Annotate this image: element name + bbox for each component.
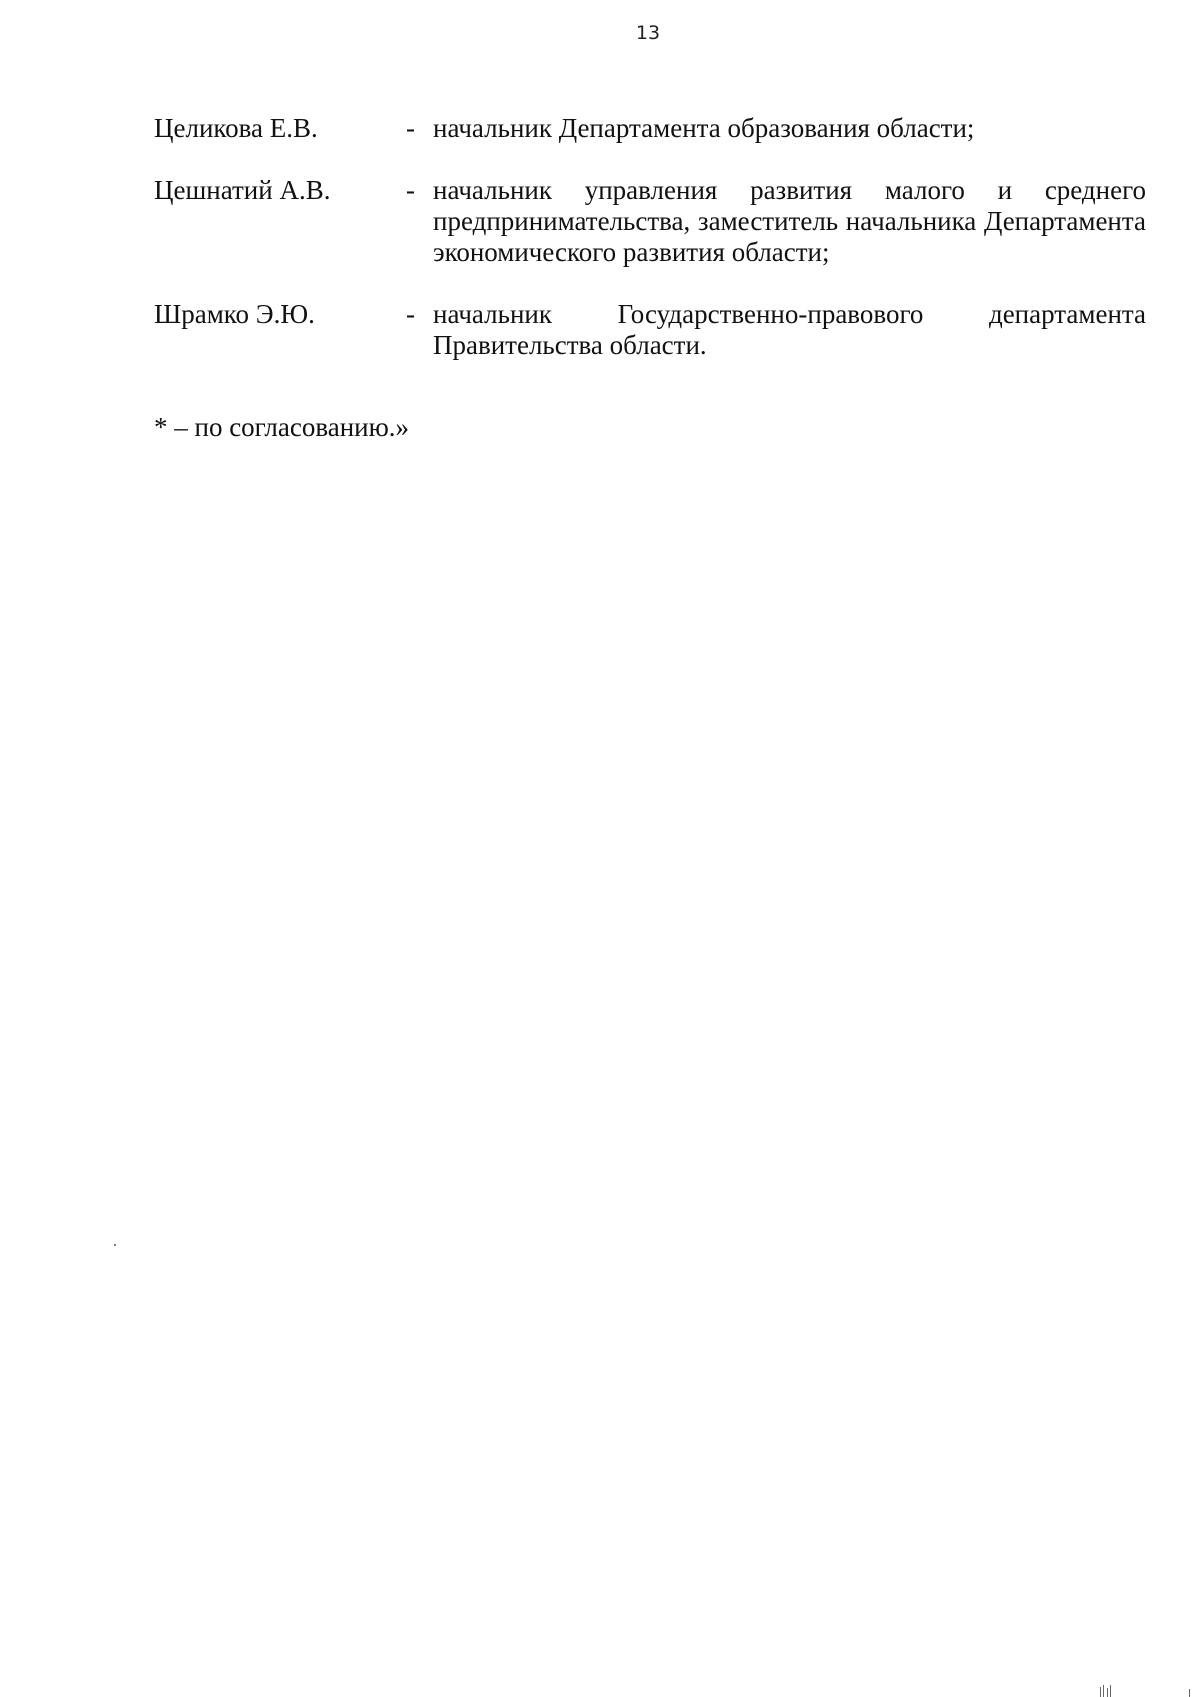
member-name: Шрамко Э.Ю. (154, 299, 315, 329)
member-entry (154, 175, 1146, 268)
member-name: Целикова Е.В. (154, 113, 318, 143)
member-role: начальник Департамента образования области; (433, 113, 975, 143)
member-name: Цешнатий А.В. (154, 175, 331, 205)
member-role: начальник управления развития малого и среднего предпринимательства, заместитель начальника Департамента экономического развития области; (433, 175, 1146, 267)
scan-edge-marks (1090, 1683, 1200, 1697)
member-list (154, 113, 1146, 392)
page-number: 13 (635, 22, 661, 44)
scan-speck (114, 1244, 116, 1246)
member-dash: - (406, 299, 415, 329)
member-entry (154, 299, 1146, 361)
member-role: начальник Государственно-правового департамента Правительства области. (433, 299, 1146, 360)
footnote: * – по согласованию.» (154, 412, 410, 442)
member-dash: - (406, 175, 415, 205)
member-entry (154, 113, 1146, 144)
member-dash: - (406, 113, 415, 143)
